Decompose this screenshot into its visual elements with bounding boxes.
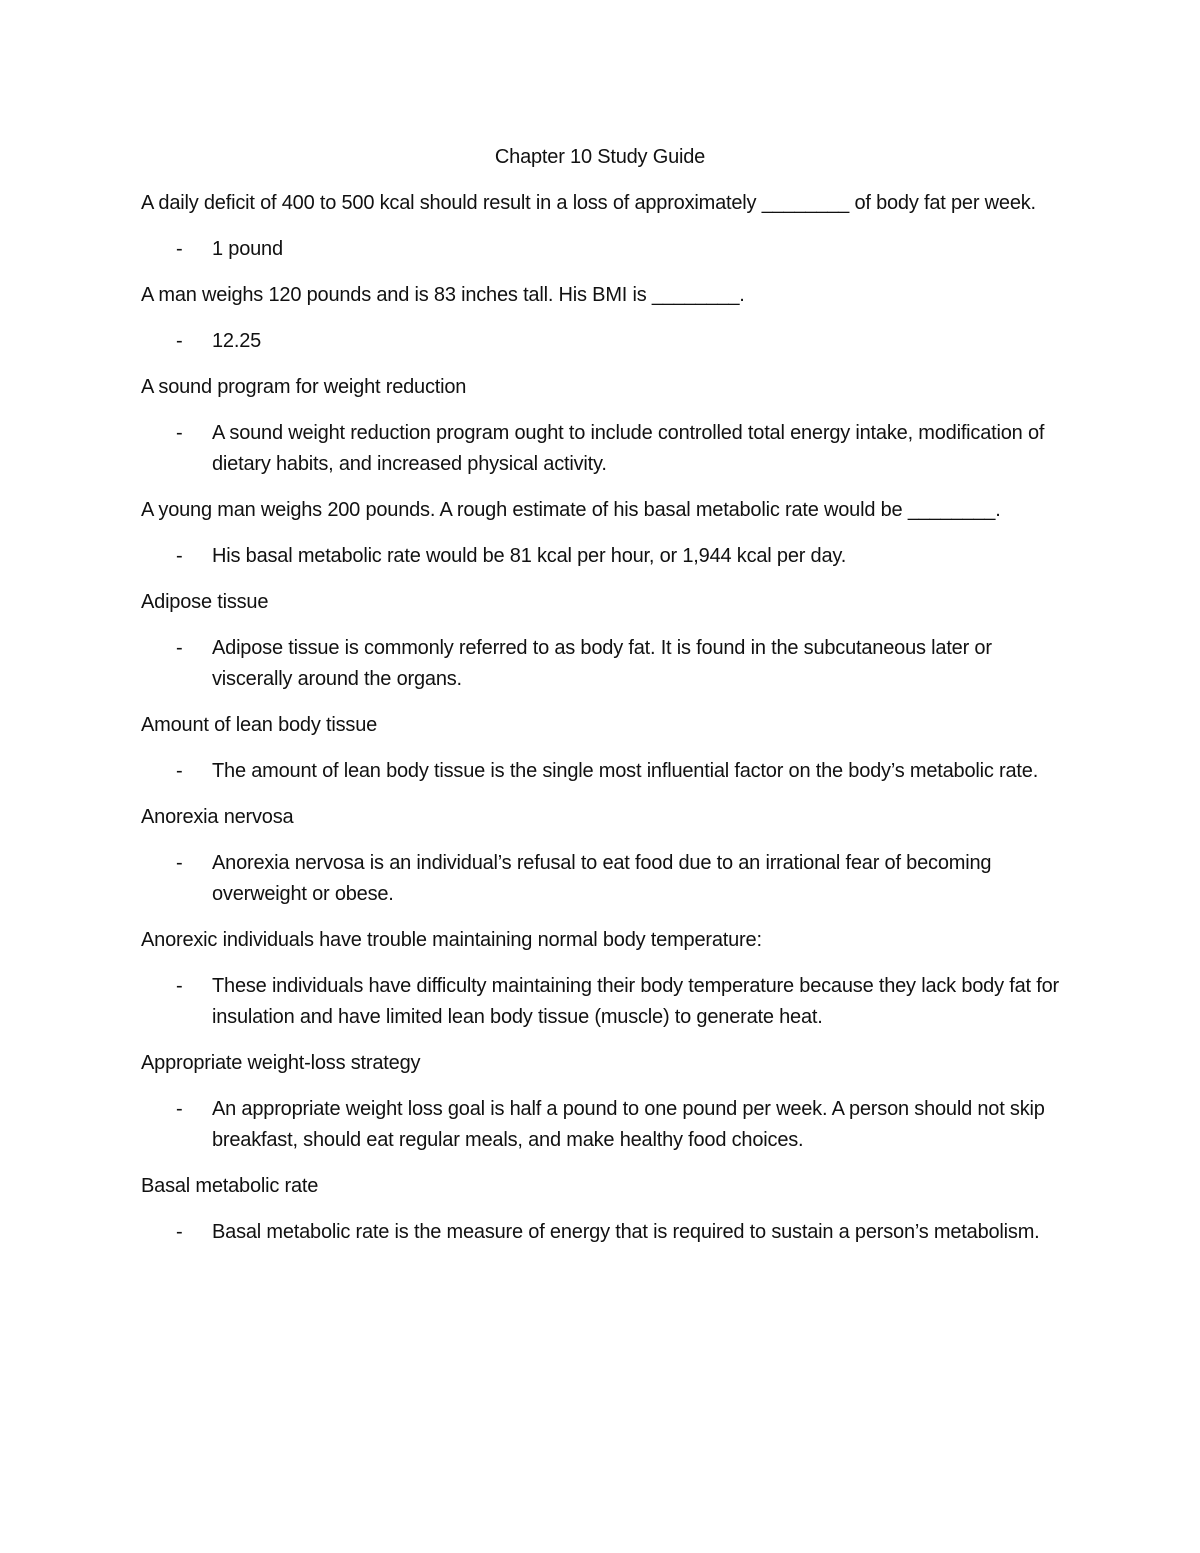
answer-text: Adipose tissue is commonly referred to as body fat. It is found in the subcutaneous later or viscerally around the organs. — [212, 637, 992, 690]
bullet-dash: - — [176, 330, 183, 352]
answer-2 — [141, 326, 1061, 357]
question-6: Amount of lean body tissue — [141, 714, 378, 736]
question-1: A daily deficit of 400 to 500 kcal should result in a loss of approximately ________ of body fat per week. — [141, 192, 1036, 214]
answer-text: 12.25 — [212, 330, 262, 352]
answer-text: An appropriate weight loss goal is half a pound to one pound per week. A person should not skip breakfast, should eat regular meals, and make healthy food choices. — [212, 1098, 1045, 1151]
answer-text: These individuals have difficulty maintaining their body temperature because they lack body fat for insulation and have limited lean body tissue (muscle) to generate heat. — [212, 975, 1059, 1028]
answer-5 — [141, 633, 1061, 695]
answer-text: 1 pound — [212, 238, 283, 260]
answer-text: Anorexia nervosa is an individual’s refusal to eat food due to an irrational fear of becoming overweight or obese. — [212, 852, 992, 905]
answer-6 — [141, 756, 1061, 787]
answer-text: Basal metabolic rate is the measure of energy that is required to sustain a person’s metabolism. — [212, 1221, 1040, 1243]
question-7: Anorexia nervosa — [141, 806, 294, 828]
bullet-dash: - — [176, 1221, 183, 1243]
question-5: Adipose tissue — [141, 591, 269, 613]
answer-4 — [141, 541, 1061, 572]
answer-9 — [141, 1094, 1061, 1156]
answer-7 — [141, 848, 1061, 910]
bullet-dash: - — [176, 637, 183, 659]
bullet-dash: - — [176, 975, 183, 997]
question-8: Anorexic individuals have trouble maintaining normal body temperature: — [141, 929, 762, 951]
bullet-dash: - — [176, 545, 183, 567]
question-4: A young man weighs 200 pounds. A rough estimate of his basal metabolic rate would be ________. — [141, 499, 1001, 521]
bullet-dash: - — [176, 422, 183, 444]
answer-text: A sound weight reduction program ought to include controlled total energy intake, modification of dietary habits, and increased physical activity. — [212, 422, 1045, 475]
question-9: Appropriate weight-loss strategy — [141, 1052, 421, 1074]
study-guide-entries — [141, 188, 1061, 1263]
document-title: Chapter 10 Study Guide — [494, 146, 706, 168]
answer-text: His basal metabolic rate would be 81 kcal per hour, or 1,944 kcal per day. — [212, 545, 847, 567]
bullet-dash: - — [176, 238, 183, 260]
answer-1 — [141, 234, 1061, 265]
question-3: A sound program for weight reduction — [141, 376, 467, 398]
bullet-dash: - — [176, 760, 183, 782]
bullet-dash: - — [176, 1098, 183, 1120]
question-10: Basal metabolic rate — [141, 1175, 319, 1197]
answer-10 — [141, 1217, 1061, 1248]
answer-8 — [141, 971, 1061, 1033]
answer-text: The amount of lean body tissue is the single most influential factor on the body’s metabolic rate. — [212, 760, 1039, 782]
question-2: A man weighs 120 pounds and is 83 inches tall. His BMI is ________. — [141, 284, 745, 306]
answer-3 — [141, 418, 1061, 480]
bullet-dash: - — [176, 852, 183, 874]
